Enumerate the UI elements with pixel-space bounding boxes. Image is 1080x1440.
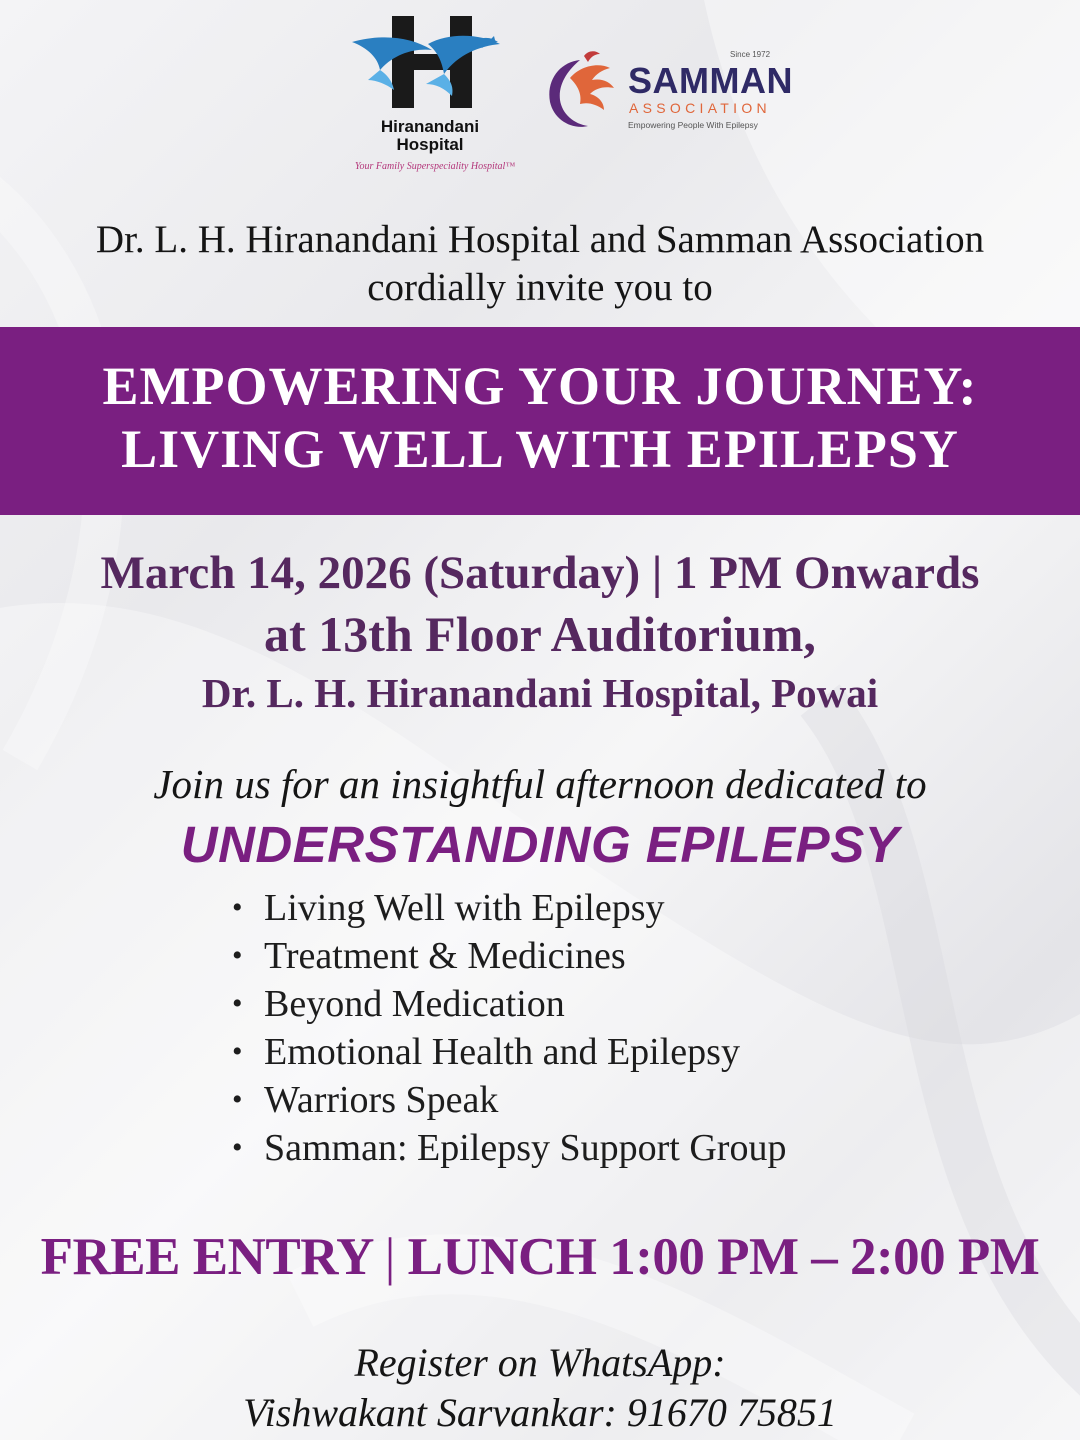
samman-since: Since 1972 [730,50,771,59]
event-datetime: March 14, 2026 (Saturday) | 1 PM Onwards [100,547,980,599]
event-venue-line-1: at 13th Floor Auditorium, [264,606,816,662]
intro-text: Join us for an insightful afternoon dedicated to [153,761,927,807]
list-item: • Beyond Medication [232,980,786,1028]
event-title-line-2: LIVING WELL WITH EPILEPSY [121,419,959,479]
hospital-tagline: Your Family Superspeciality Hospital™ [354,161,516,172]
intro-topic-heading: UNDERSTANDING EPILEPSY [180,816,900,873]
topics-list [232,884,786,1172]
hospital-h-bird-icon [340,14,530,124]
samman-phoenix-icon [540,48,620,138]
event-title [0,355,1080,481]
list-item: • Treatment & Medicines [232,932,786,980]
samman-name: SAMMAN [628,60,793,101]
registration-line-1: Register on WhatsApp: [354,1340,726,1385]
list-item: • Emotional Health and Epilepsy [232,1028,786,1076]
title-banner [0,327,1080,515]
lunch-time-label: LUNCH 1:00 PM – 2:00 PM [407,1228,1040,1286]
invitation-line-1: Dr. L. H. Hiranandani Hospital and Samman Association [95,218,985,261]
samman-tagline: Empowering People With Epilepsy [628,120,758,130]
samman-association-logo [540,48,793,138]
info-separator: | [384,1228,395,1286]
list-item: • Living Well with Epilepsy [232,884,786,932]
samman-association-label: ASSOCIATION [629,100,771,116]
hospital-name: Hiranandani Hospital [380,117,480,154]
list-item: • Samman: Epilepsy Support Group [232,1124,786,1172]
list-item: • Warriors Speak [232,1076,786,1124]
free-entry-label: FREE ENTRY [40,1228,372,1286]
entry-lunch-info [0,1226,1080,1288]
event-title-line-1: EMPOWERING YOUR JOURNEY: [102,356,978,416]
invitation-text [0,216,1080,312]
registration-info [0,1338,1080,1438]
registration-contact: Vishwakant Sarvankar: 91670 75851 [243,1390,837,1435]
event-venue-line-2: Dr. L. H. Hiranandani Hospital, Powai [201,670,879,716]
invitation-line-2: cordially invite you to [367,266,713,309]
hiranandani-hospital-logo [340,14,530,179]
